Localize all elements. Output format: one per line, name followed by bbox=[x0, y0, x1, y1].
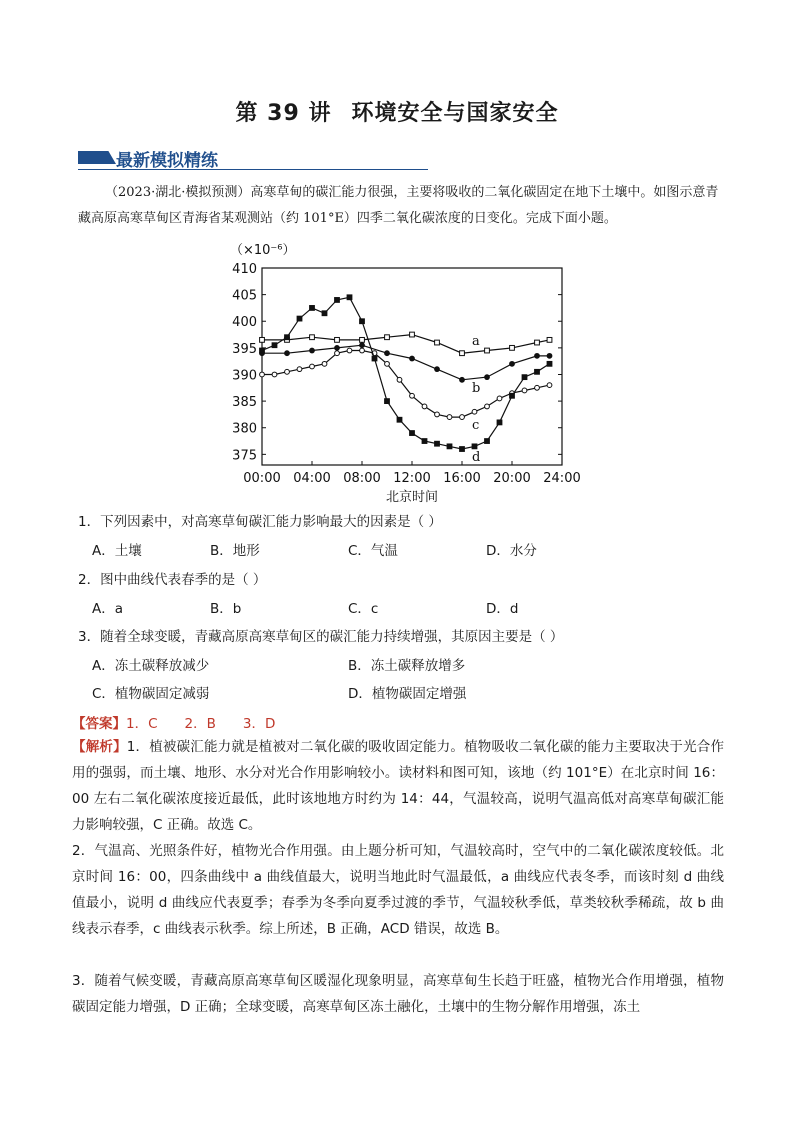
q3-option-c: C．植物碳固定减弱 bbox=[92, 686, 210, 702]
x-tick-label: 20:00 bbox=[493, 471, 531, 486]
series-a-point bbox=[310, 335, 315, 340]
y-tick-label: 390 bbox=[232, 368, 257, 384]
series-b-point bbox=[335, 345, 340, 350]
series-d-point bbox=[272, 343, 277, 348]
series-c-point bbox=[435, 412, 440, 417]
series-d-point bbox=[335, 298, 340, 303]
series-a-point bbox=[460, 351, 465, 356]
series-a-point bbox=[335, 337, 340, 342]
series-b-point bbox=[435, 367, 440, 372]
series-d-point bbox=[547, 361, 552, 366]
series-c-point bbox=[297, 367, 302, 372]
lecture-number: 第 39 讲 bbox=[235, 101, 332, 126]
series-b-line bbox=[262, 345, 550, 380]
series-d-point bbox=[360, 319, 365, 324]
explanation-3: 3．随着气候变暖，青藏高原高寒草甸区暖湿化现象明显，高寒草甸生长趋于旺盛，植物光合作用增强，植物碳固定能力增强，D 正确；全球变暖，高寒草甸区冻土融化，土壤中的生物分解作用增强，冻土 bbox=[72, 973, 724, 1015]
series-c-point bbox=[497, 396, 502, 401]
x-tick-label: 08:00 bbox=[343, 471, 381, 486]
series-d-point bbox=[322, 311, 327, 316]
series-d-point bbox=[510, 393, 515, 398]
series-c-point bbox=[535, 385, 540, 390]
answer-line bbox=[72, 712, 275, 732]
question-3-stem: 3．随着全球变暖，青藏高原高寒草甸区的碳汇能力持续增强，其原因主要是（ ） bbox=[78, 629, 564, 645]
series-a-point bbox=[360, 337, 365, 342]
q1-option-d: D．水分 bbox=[486, 543, 537, 559]
q2-option-b: B．b bbox=[210, 601, 242, 617]
series-d-point bbox=[285, 335, 290, 340]
series-a-point bbox=[410, 332, 415, 337]
series-c-point bbox=[347, 348, 352, 353]
series-b-label: b bbox=[472, 380, 481, 396]
series-b-point bbox=[485, 375, 490, 380]
y-unit-label: （×10⁻⁶） bbox=[230, 243, 296, 258]
series-d-point bbox=[485, 439, 490, 444]
q1-option-c: C．气温 bbox=[348, 543, 398, 559]
series-a-point bbox=[547, 337, 552, 342]
answer-text: 1．C 2．B 3．D bbox=[126, 716, 276, 732]
series-d-point bbox=[460, 447, 465, 452]
series-d-point bbox=[347, 295, 352, 300]
series-d-point bbox=[372, 356, 377, 361]
series-d-point bbox=[385, 399, 390, 404]
series-c-point bbox=[460, 415, 465, 420]
series-c-point bbox=[422, 404, 427, 409]
series-d-point bbox=[535, 369, 540, 374]
page-title bbox=[0, 96, 794, 127]
y-tick-label: 400 bbox=[232, 315, 257, 331]
x-tick-label: 24:00 bbox=[543, 471, 581, 486]
explanation-1-text: 1．植被碳汇能力就是植被对二氧化碳的吸收固定能力。植物吸收二氧化碳的能力主要取决于光合作用的强弱，而土壤、地形、水分对光合作用影响较小。读材料和图可知，该地（约 101°E）在北京时间 16：00 左右二氧化碳浓度接近最低，此时该地地方时约为 14：44，气温较高，说明气温高低对高寒草甸碳汇能力影响较强，C 正确。故选 C。 bbox=[72, 739, 725, 833]
q3-option-b: B．冻土碳释放增多 bbox=[348, 658, 466, 674]
q2-option-d: D．d bbox=[486, 601, 519, 617]
series-a-point bbox=[435, 340, 440, 345]
series-d-point bbox=[310, 306, 315, 311]
series-b-point bbox=[310, 348, 315, 353]
series-c-point bbox=[472, 409, 477, 414]
co2-chart bbox=[222, 236, 582, 504]
series-b-point bbox=[360, 343, 365, 348]
x-tick-label: 04:00 bbox=[293, 471, 331, 486]
explanation-1 bbox=[72, 734, 724, 838]
x-tick-label: 12:00 bbox=[393, 471, 431, 486]
series-c-point bbox=[547, 383, 552, 388]
series-d-point bbox=[435, 441, 440, 446]
x-tick-label: 16:00 bbox=[443, 471, 481, 486]
series-b-point bbox=[547, 353, 552, 358]
series-c-label: c bbox=[472, 418, 480, 434]
series-b-point bbox=[410, 356, 415, 361]
series-a-line bbox=[262, 335, 550, 354]
series-c-point bbox=[485, 404, 490, 409]
x-tick-label: 00:00 bbox=[243, 471, 281, 486]
series-d-point bbox=[260, 348, 265, 353]
y-tick-label: 395 bbox=[232, 341, 257, 357]
series-d-point bbox=[297, 316, 302, 321]
series-b-point bbox=[535, 353, 540, 358]
series-c-point bbox=[447, 415, 452, 420]
series-d-line bbox=[262, 297, 550, 449]
y-tick-label: 405 bbox=[232, 288, 257, 304]
series-c-point bbox=[410, 393, 415, 398]
q3-option-d: D．植物碳固定增强 bbox=[348, 686, 467, 702]
series-c-point bbox=[385, 361, 390, 366]
section-label: 最新模拟精练 bbox=[116, 151, 218, 171]
series-c-point bbox=[360, 348, 365, 353]
series-c-point bbox=[322, 361, 327, 366]
series-a-point bbox=[485, 348, 490, 353]
series-b-point bbox=[510, 361, 515, 366]
series-a-point bbox=[535, 340, 540, 345]
series-c-point bbox=[310, 364, 315, 369]
question-1-stem: 1．下列因素中，对高寒草甸碳汇能力影响最大的因素是（ ） bbox=[78, 514, 442, 530]
y-tick-label: 375 bbox=[232, 448, 257, 464]
explanation-tag: 【解析】 bbox=[72, 739, 127, 755]
q1-option-a: A．土壤 bbox=[92, 543, 142, 559]
intro-paragraph: （2023·湖北·模拟预测）高寒草甸的碳汇能力很强，主要将吸收的二氧化碳固定在地下土壤中。如图示意青藏高原高寒草甸区青海省某观测站（约 101°E）四季二氧化碳浓度的日变化。完成下面小题。 bbox=[78, 185, 719, 226]
series-a-point bbox=[510, 345, 515, 350]
series-c-point bbox=[522, 388, 527, 393]
section-header bbox=[78, 146, 428, 170]
series-d-point bbox=[397, 417, 402, 422]
y-tick-label: 380 bbox=[232, 421, 257, 437]
series-d-point bbox=[522, 375, 527, 380]
q2-option-c: C．c bbox=[348, 601, 379, 617]
series-d-label: d bbox=[472, 450, 481, 466]
q2-option-a: A．a bbox=[92, 601, 124, 617]
answer-tag: 【答案】 bbox=[72, 716, 126, 732]
series-a-point bbox=[385, 335, 390, 340]
lecture-title: 环境安全与国家安全 bbox=[351, 101, 559, 126]
question-2-stem: 2．图中曲线代表春季的是（ ） bbox=[78, 572, 267, 588]
series-c-point bbox=[335, 351, 340, 356]
series-d-point bbox=[422, 439, 427, 444]
section-rule bbox=[78, 169, 428, 170]
x-axis-label: 北京时间 bbox=[385, 490, 439, 504]
series-d-point bbox=[472, 444, 477, 449]
series-c-point bbox=[397, 377, 402, 382]
series-d-point bbox=[447, 444, 452, 449]
series-c-point bbox=[272, 372, 277, 377]
series-a-label: a bbox=[472, 334, 480, 350]
series-d-point bbox=[497, 420, 502, 425]
y-tick-label: 385 bbox=[232, 395, 257, 411]
series-b-point bbox=[385, 351, 390, 356]
series-a-point bbox=[260, 337, 265, 342]
series-d-point bbox=[410, 431, 415, 436]
series-c-point bbox=[285, 369, 290, 374]
section-bar-icon bbox=[78, 151, 116, 164]
q1-option-b: B．地形 bbox=[210, 543, 260, 559]
series-b-point bbox=[285, 351, 290, 356]
explanation-2: 2．气温高、光照条件好，植物光合作用强。由上题分析可知，气温较高时，空气中的二氧化碳浓度较低。北京时间 16：00，四条曲线中 a 曲线值最大，说明当地此时气温最低，a 曲线应代表冬季，而该时刻 d 曲线值最小，说明 d 曲线应代表夏季；春季为冬季向夏季过渡的季节，气温较秋季低，草类较秋季稀疏，故 b 曲线表示春季，c 曲线表示秋季。综上所述，B 正确，ACD 错误，故选 B。 bbox=[72, 843, 724, 937]
q3-option-a: A．冻土碳释放减少 bbox=[92, 658, 210, 674]
co2-chart-svg bbox=[222, 236, 582, 504]
y-tick-label: 410 bbox=[232, 262, 257, 277]
series-c-point bbox=[260, 372, 265, 377]
series-b-point bbox=[460, 377, 465, 382]
